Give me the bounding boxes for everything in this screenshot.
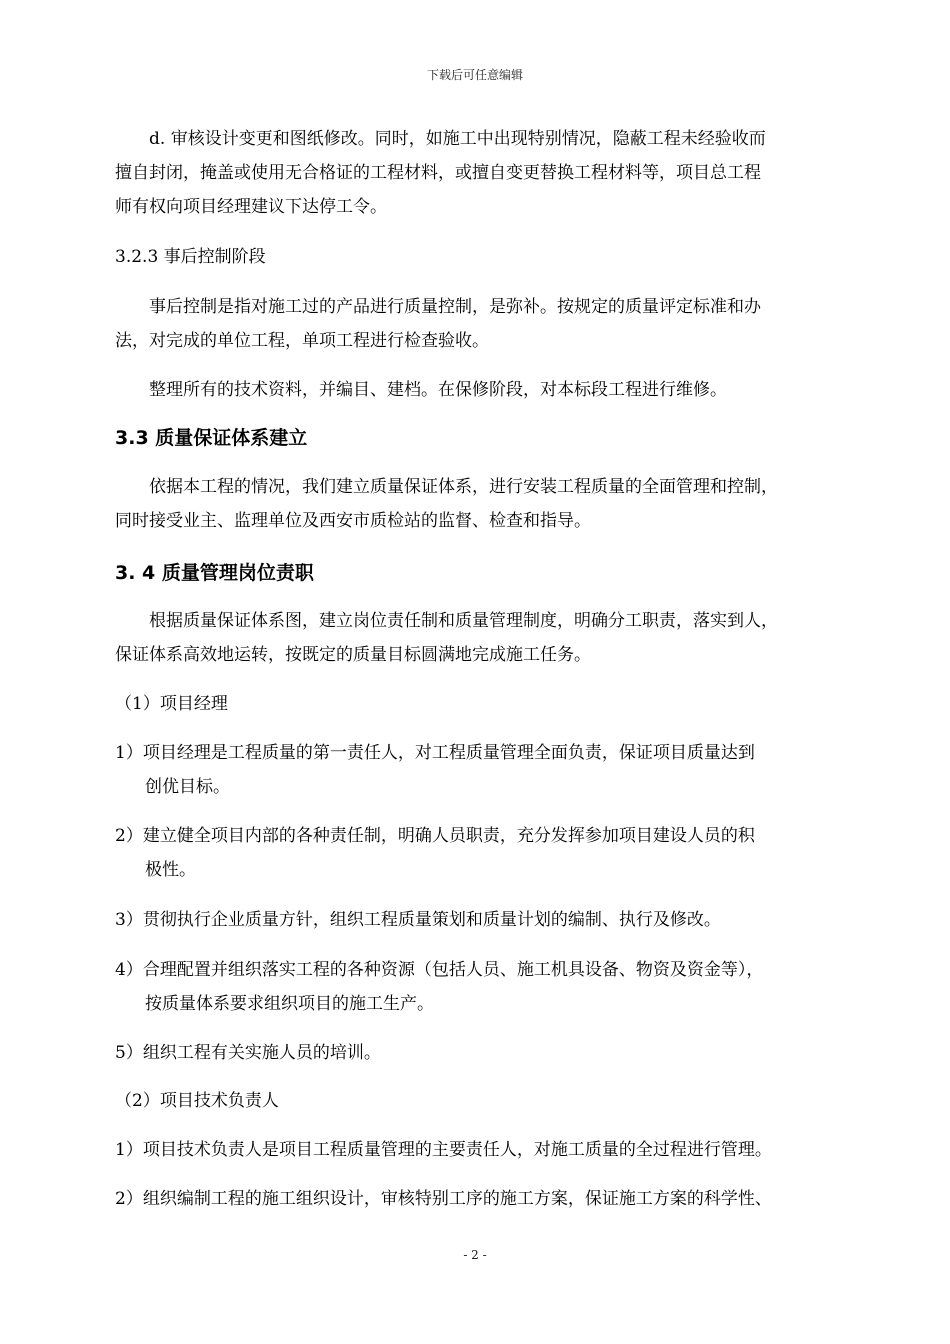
text-line: 整理所有的技术资料，并编目、建档。在保修阶段，对本标段工程进行维修。	[149, 380, 727, 400]
role-technical-lead-title	[115, 1084, 865, 1118]
subheading-text: 3.2.3 事后控制阶段	[115, 247, 266, 267]
text-line: 按质量体系要求组织项目的施工生产。	[145, 994, 434, 1014]
list-item	[115, 819, 865, 887]
page-header: 下载后可任意编辑	[426, 68, 523, 82]
list-item	[115, 1036, 865, 1070]
text-line: 5）组织工程有关实施人员的培训。	[115, 1043, 381, 1063]
text-line: 3）贯彻执行企业质量方针，组织工程质量策划和质量计划的编制、执行及修改。	[115, 910, 721, 930]
heading-text: 3. 4 质量管理岗位责职	[115, 562, 314, 584]
text-line: 1）项目技术负责人是项目工程质量管理的主要责任人，对施工质量的全过程进行管理。	[115, 1140, 772, 1160]
list-item	[115, 903, 865, 937]
heading-3-4	[115, 556, 865, 590]
heading-3-3	[115, 421, 865, 455]
text-line: 创优目标。	[145, 777, 230, 797]
text-line: 法，对完成的单位工程，单项工程进行检查验收。	[115, 331, 489, 351]
list-item	[115, 953, 865, 1021]
text-line: 极性。	[145, 860, 196, 880]
text-line: 师有权向项目经理建议下达停工令。	[115, 197, 387, 217]
text-line: 保证体系高效地运转，按既定的质量目标圆满地完成施工任务。	[115, 645, 591, 665]
role-title-text: （1）项目经理	[115, 694, 228, 714]
paragraph-quality-system	[115, 470, 865, 538]
subheading-3-2-3	[115, 240, 865, 274]
list-item	[115, 736, 865, 804]
page-number: - 2 -	[463, 1248, 487, 1262]
text-line: d. 审核设计变更和图纸修改。同时，如施工中出现特别情况，隐蔽工程未经验收而	[149, 129, 766, 149]
text-line: 2）建立健全项目内部的各种责任制，明确人员职责，充分发挥参加项目建设人员的积	[115, 826, 755, 846]
list-item	[115, 1133, 865, 1167]
paragraph-responsibility	[115, 604, 865, 672]
list-item	[115, 1182, 865, 1216]
text-line: 事后控制是指对施工过的产品进行质量控制，是弥补。按规定的质量评定标准和办	[149, 297, 761, 317]
role-project-manager-title	[115, 687, 865, 721]
text-line: 4）合理配置并组织落实工程的各种资源（包括人员、施工机具设备、物资及资金等），	[115, 960, 764, 980]
text-line: 1）项目经理是工程质量的第一责任人，对工程质量管理全面负责，保证项目质量达到	[115, 743, 755, 763]
text-line: 擅自封闭，掩盖或使用无合格证的工程材料，或擅自变更替换工程材料等，项目总工程	[115, 163, 761, 183]
text-line: 2）组织编制工程的施工组织设计，审核特别工序的施工方案，保证施工方案的科学性、	[115, 1189, 772, 1209]
paragraph-post-control	[115, 290, 865, 358]
text-line: 根据质量保证体系图，建立岗位责任制和质量管理制度，明确分工职责，落实到人，	[149, 611, 778, 631]
role-title-text: （2）项目技术负责人	[115, 1091, 279, 1111]
paragraph-archiving	[115, 373, 865, 407]
heading-text: 3.3 质量保证体系建立	[115, 427, 308, 449]
text-line: 同时接受业主、监理单位及西安市质检站的监督、检查和指导。	[115, 511, 591, 531]
paragraph-design-change-review	[115, 122, 865, 224]
text-line: 依据本工程的情况，我们建立质量保证体系，进行安装工程质量的全面管理和控制，	[149, 477, 778, 497]
